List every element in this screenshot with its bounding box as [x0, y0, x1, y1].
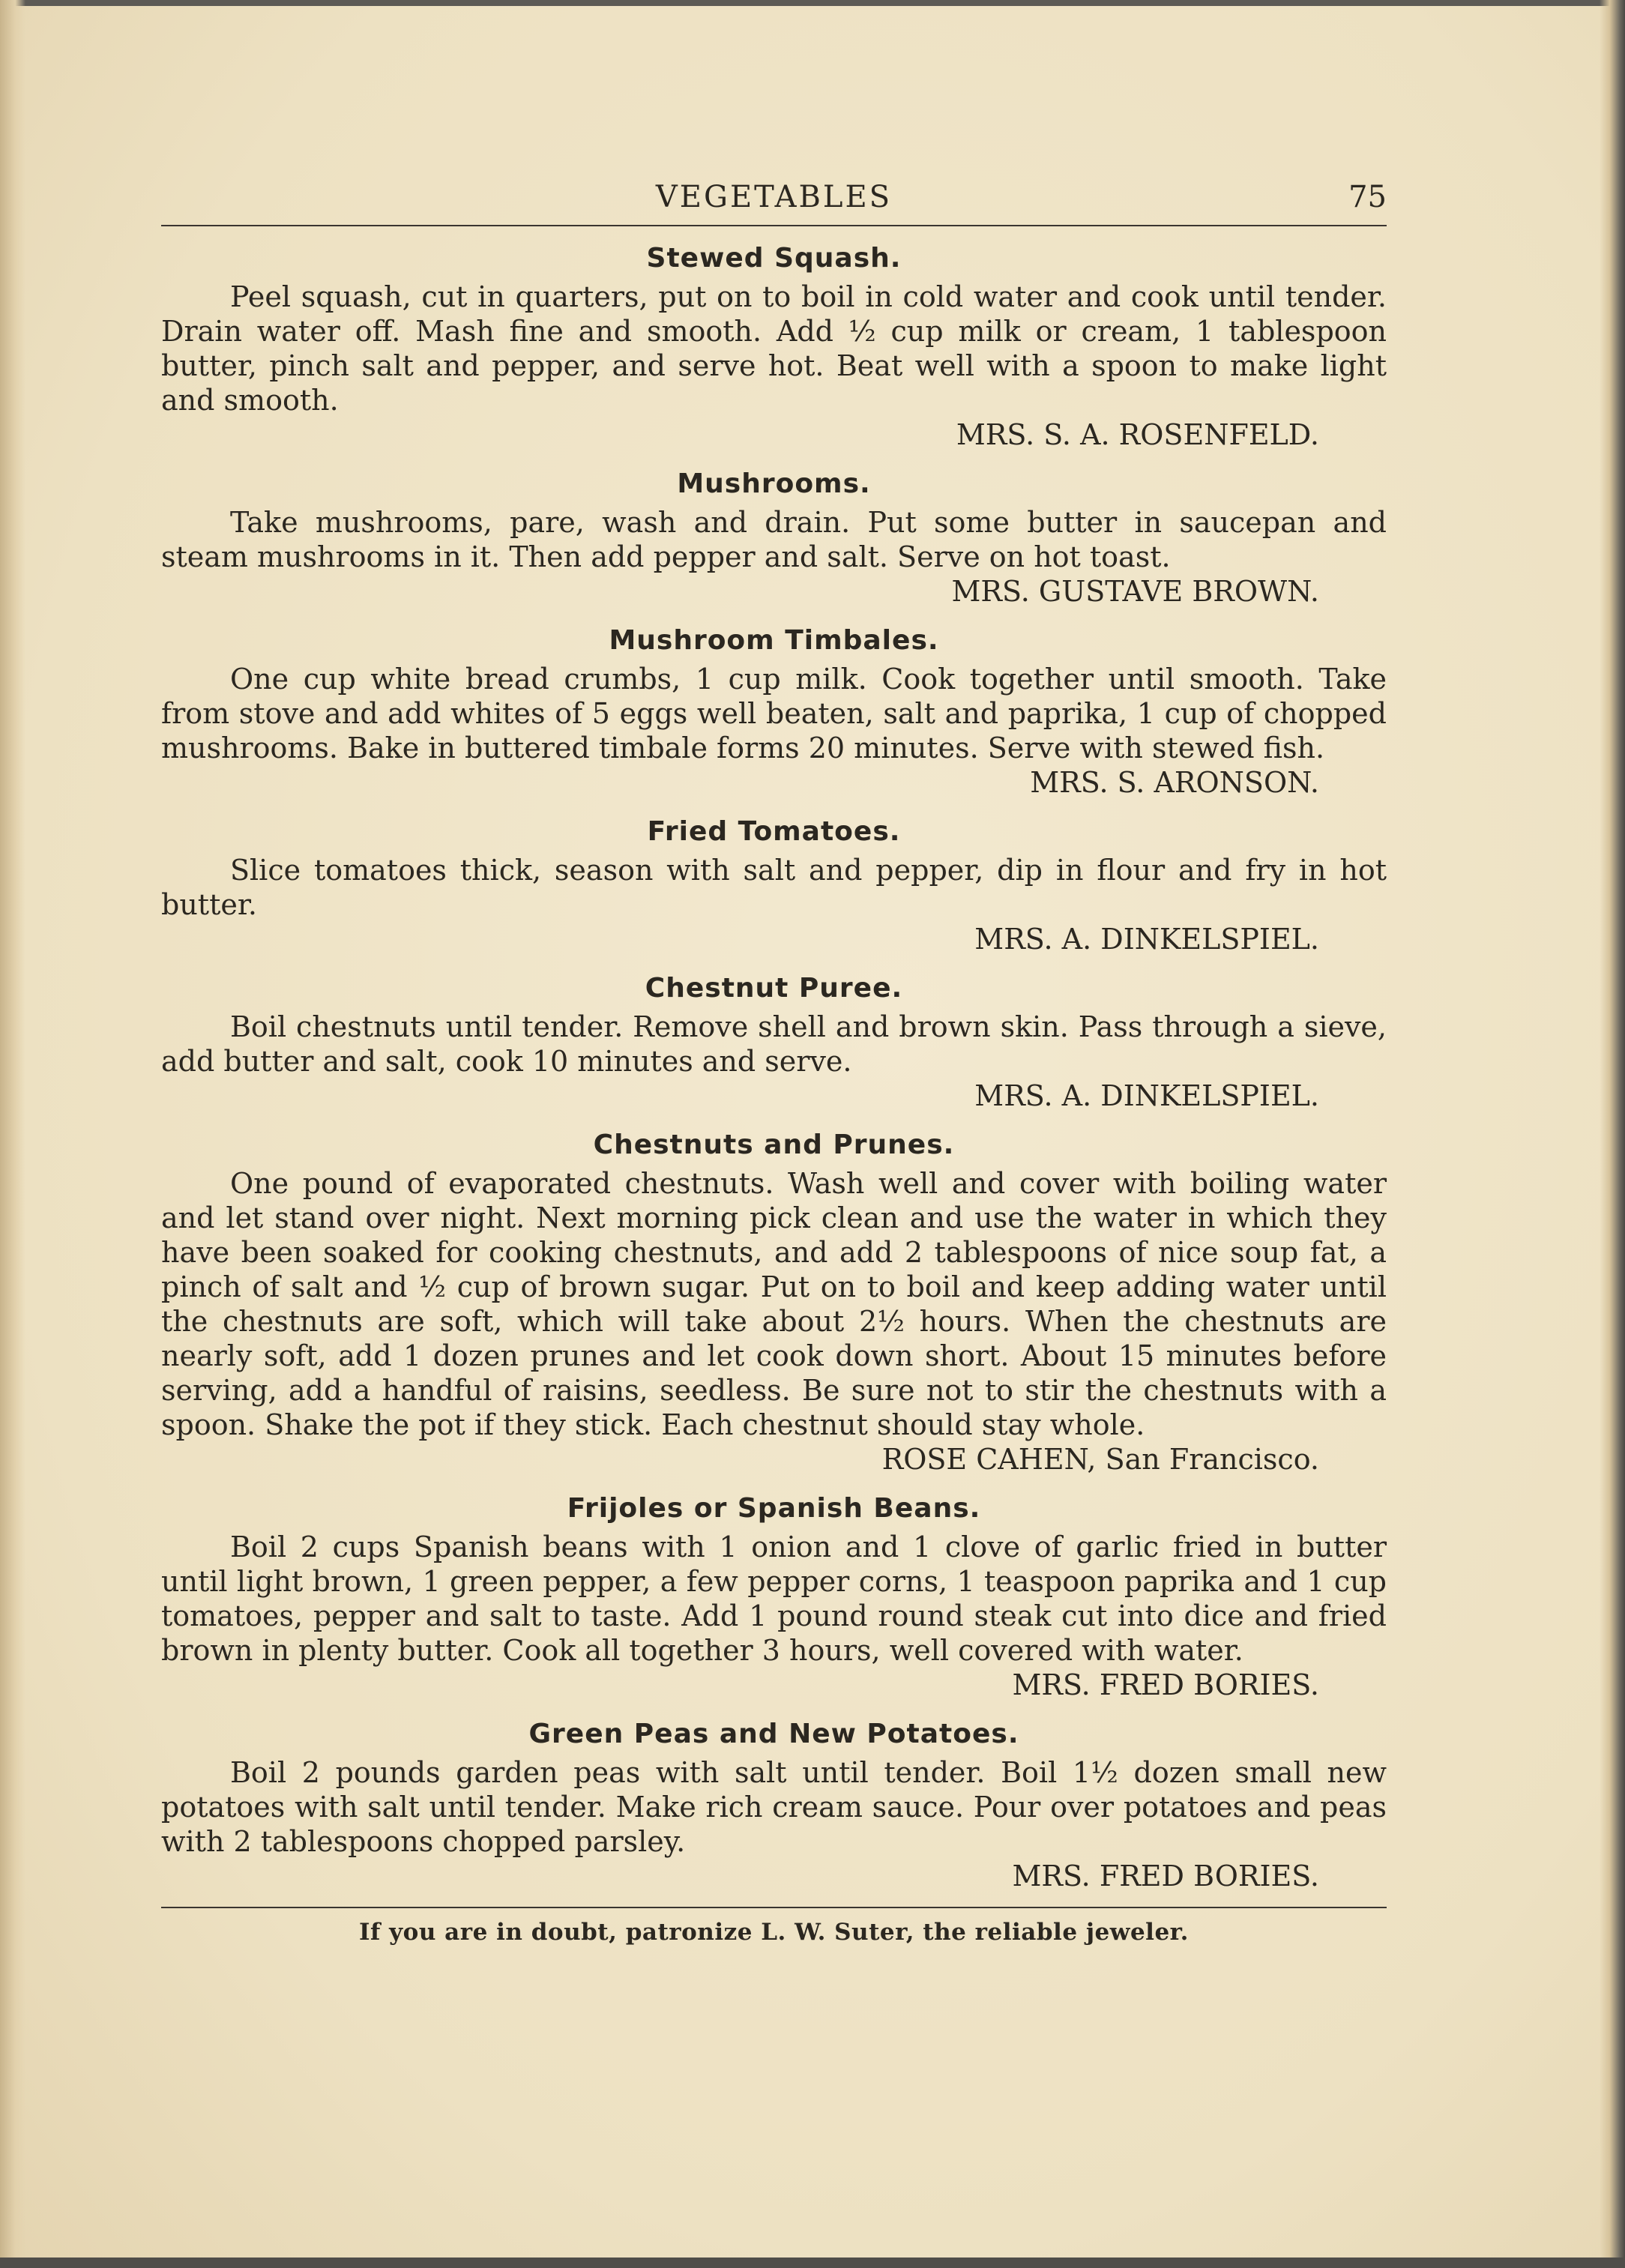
section-title: VEGETABLES	[655, 180, 893, 214]
recipe-author: ROSE CAHEN, San Francisco.	[881, 1443, 1319, 1476]
recipe-title: Frijoles or Spanish Beans.	[567, 1493, 981, 1524]
recipe-chestnut-puree	[161, 973, 1387, 1113]
page-content	[161, 172, 1387, 1946]
footer-advert: If you are in doubt, patronize L. W. Suter, the reliable jeweler.	[359, 1919, 1189, 1946]
recipe-author: MRS. S. A. ROSENFELD.	[956, 418, 1319, 451]
recipe-title: Mushrooms.	[677, 468, 871, 499]
recipe-author: MRS. A. DINKELSPIEL.	[974, 1079, 1319, 1112]
recipe-title: Mushroom Timbales.	[609, 625, 939, 656]
running-head	[161, 172, 1387, 225]
recipe-text: Boil 2 pounds garden peas with salt until tender. Boil 1½ dozen small new potatoes with salt until tender. Make rich cream sauce. Pour over potatoes and peas with 2 tablespoons chopped parsley.	[161, 1756, 1387, 1858]
recipe-author: MRS. GUSTAVE BROWN.	[951, 575, 1319, 608]
recipe-frijoles	[161, 1493, 1387, 1702]
recipe-text: One pound of evaporated chestnuts. Wash well and cover with boiling water and let stand over night. Next morning pick clean and use the water in which they have been soaked for cooking chestnuts, and add 2 tablespoons of nice soup fat, a pinch of salt and ½ cup of brown sugar. Put on to boil and keep adding water until the chestnuts are soft, which will take about 2½ hours. When the chestnuts are nearly soft, add 1 dozen prunes and let cook down short. About 15 minutes before serving, add a handful of raisins, seedless. Be sure not to stir the chestnuts with a spoon. Shake the pot if they stick. Each chestnut should stay whole.	[161, 1167, 1387, 1441]
recipe-text: Peel squash, cut in quarters, put on to boil in cold water and cook until tender. Drain water off. Mash fine and smooth. Add ½ cup milk or cream, 1 tablespoon butter, pinch salt and pepper, and serve hot. Beat well with a spoon to make light and smooth.	[161, 280, 1387, 417]
recipe-text: Boil chestnuts until tender. Remove shell and brown skin. Pass through a sieve, add butter and salt, cook 10 minutes and serve.	[161, 1010, 1387, 1078]
page-bottom-edge	[0, 2258, 1625, 2268]
recipe-fried-tomatoes	[161, 816, 1387, 956]
recipe-green-peas-and-new-potatoes	[161, 1719, 1387, 1893]
recipe-author: MRS. FRED BORIES.	[1012, 1860, 1319, 1892]
recipe-title: Chestnuts and Prunes.	[593, 1130, 955, 1160]
recipe-text: One cup white bread crumbs, 1 cup milk. Cook together until smooth. Take from stove and add whites of 5 eggs well beaten, salt and paprika, 1 cup of chopped mushrooms. Bake in buttered timbale forms 20 minutes. Serve with stewed fish.	[161, 663, 1387, 764]
recipe-text: Slice tomatoes thick, season with salt and pepper, dip in flour and fry in hot butter.	[161, 854, 1387, 921]
recipe-text: Boil 2 cups Spanish beans with 1 onion and 1 clove of garlic fried in butter until light brown, 1 green pepper, a few pepper corns, 1 teaspoon paprika and 1 cup tomatoes, pepper and salt to taste. Add 1 pound round steak cut into dice and fried brown in plenty butter. Cook all together 3 hours, well covered with water.	[161, 1530, 1387, 1667]
footer-rule	[161, 1907, 1387, 1908]
page-top-edge	[0, 0, 1625, 6]
recipe-mushroom-timbales	[161, 625, 1387, 800]
page-number: 75	[1348, 180, 1387, 214]
page-left-edge	[0, 0, 25, 2268]
recipe-stewed-squash	[161, 243, 1387, 452]
recipe-text: Take mushrooms, pare, wash and drain. Put some butter in saucepan and steam mushrooms in it. Then add pepper and salt. Serve on hot toast.	[161, 506, 1387, 573]
header-rule	[161, 225, 1387, 226]
recipe-chestnuts-and-prunes	[161, 1130, 1387, 1477]
recipe-title: Stewed Squash.	[646, 243, 902, 274]
recipe-author: MRS. S. ARONSON.	[1030, 766, 1319, 799]
recipe-author: MRS. A. DINKELSPIEL.	[974, 923, 1319, 956]
recipe-title: Green Peas and New Potatoes.	[528, 1719, 1019, 1749]
page-right-edge	[1600, 0, 1625, 2268]
recipe-title: Fried Tomatoes.	[647, 816, 901, 847]
recipe-title: Chestnut Puree.	[645, 973, 903, 1004]
recipe-mushrooms	[161, 468, 1387, 609]
recipe-author: MRS. FRED BORIES.	[1012, 1668, 1319, 1701]
